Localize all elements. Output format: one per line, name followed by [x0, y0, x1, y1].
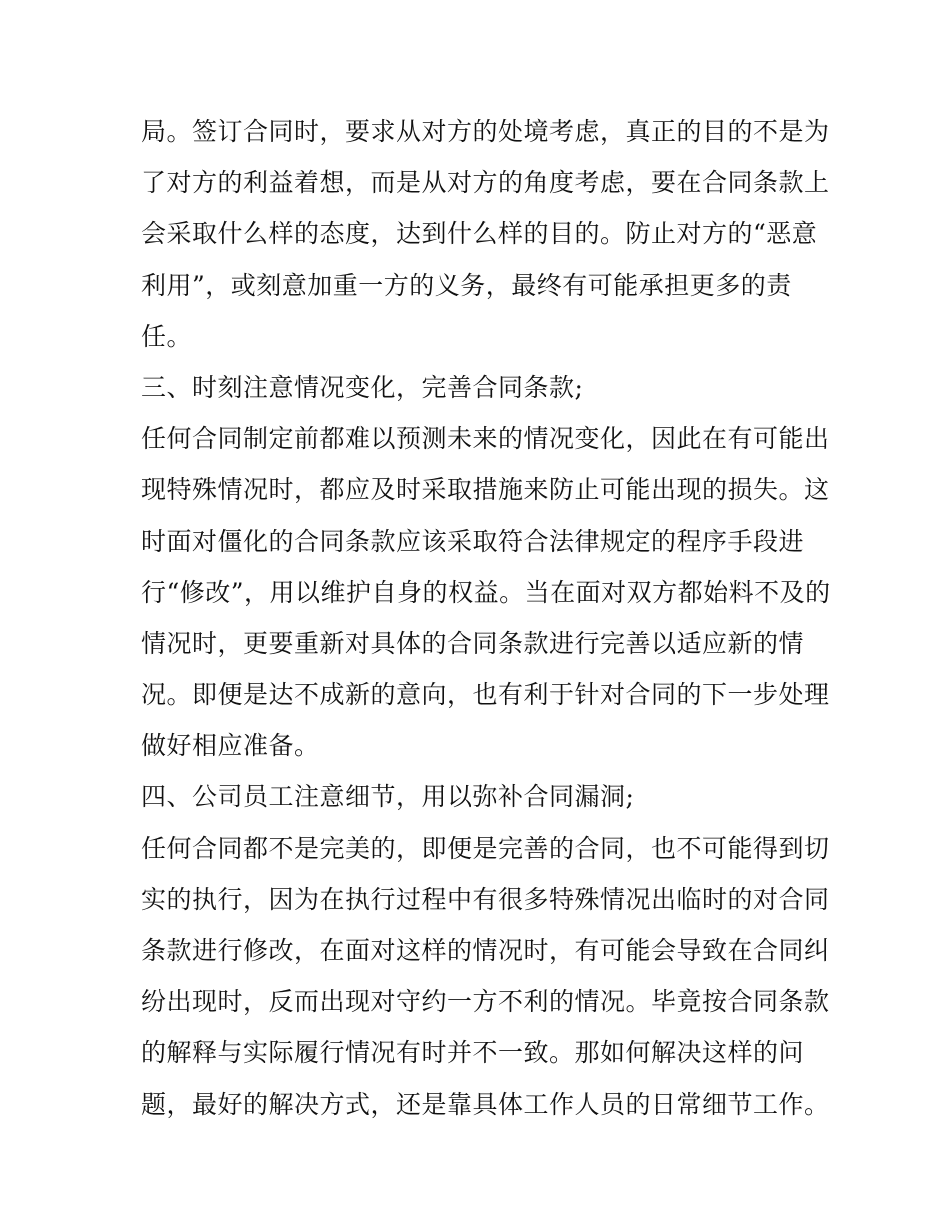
paragraph-line: 利用”，或刻意加重一方的义务，最终有可能承担更多的责	[141, 270, 792, 300]
paragraph-line: 况。即便是达不成新的意向，也有利于针对合同的下一步处理	[141, 680, 830, 710]
paragraph-line: 了对方的利益着想，而是从对方的角度考虑，要在合同条款上	[141, 168, 830, 198]
paragraph-line: 时面对僵化的合同条款应该采取符合法律规定的程序手段进	[141, 526, 805, 556]
paragraph-line: 的解释与实际履行情况有时并不一致。那如何解决这样的问	[141, 1038, 805, 1068]
paragraph-line: 情况时，更要重新对具体的合同条款进行完善以适应新的情	[141, 628, 805, 658]
paragraph-line: 纷出现时，反而出现对守约一方不利的情况。毕竟按合同条款	[141, 987, 830, 1017]
paragraph-line: 现特殊情况时，都应及时采取措施来防止可能出现的损失。这	[141, 475, 830, 505]
paragraph-line: 任何合同制定前都难以预测未来的情况变化，因此在有可能出	[141, 424, 830, 454]
paragraph-line: 题，最好的解决方式，还是靠具体工作人员的日常细节工作。	[141, 1089, 830, 1119]
paragraph-line: 实的执行，因为在执行过程中有很多特殊情况出临时的对合同	[141, 884, 830, 914]
paragraph-line: 条款进行修改，在面对这样的情况时，有可能会导致在合同纠	[141, 936, 830, 965]
paragraph-line: 做好相应准备。	[141, 731, 320, 761]
paragraph-line: 会采取什么样的态度，达到什么样的目的。防止对方的“恶意	[141, 219, 818, 249]
paragraph-line: 局。签订合同时，要求从对方的处境考虑，真正的目的不是为	[141, 117, 830, 146]
paragraph-line: 行“修改”，用以维护自身的权益。当在面对双方都始料不及的	[141, 577, 831, 607]
document-body	[141, 106, 831, 1130]
paragraph-line: 任何合同都不是完美的，即便是完善的合同，也不可能得到切	[141, 833, 830, 863]
paragraph-line: 任。	[141, 321, 193, 351]
section-heading: 三、时刻注意情况变化，完善合同条款;	[141, 372, 584, 402]
section-heading: 四、公司员工注意细节，用以弥补合同漏洞;	[141, 782, 635, 812]
